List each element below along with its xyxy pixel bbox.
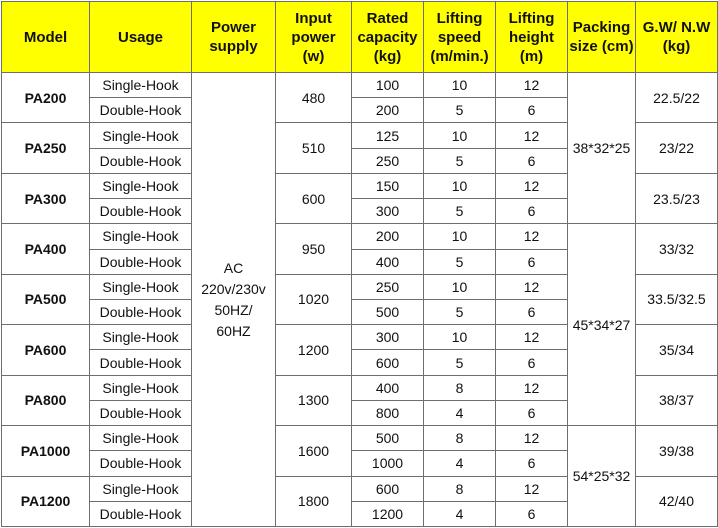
height-cell: 12 (496, 274, 568, 299)
header-power-supply-line: supply (209, 38, 258, 55)
capacity-cell: 500 (352, 426, 424, 451)
capacity-cell: 600 (352, 350, 424, 375)
gw-nw-cell: 23/22 (636, 123, 718, 173)
height-cell: 6 (496, 199, 568, 224)
table-row (2, 224, 718, 249)
gw-nw-cell: 35/34 (636, 325, 718, 375)
height-cell: 6 (496, 299, 568, 324)
height-cell: 6 (496, 350, 568, 375)
header-rated-capacity (352, 2, 424, 73)
header-gw-nw-line: G.W/ N.W (642, 19, 711, 36)
table-row (2, 73, 718, 98)
usage-cell: Double-Hook (90, 299, 192, 324)
header-lifting-speed (424, 2, 496, 73)
capacity-cell: 250 (352, 274, 424, 299)
header-gw-nw-line: (kg) (662, 38, 691, 55)
speed-cell: 8 (424, 476, 496, 501)
speed-cell: 4 (424, 451, 496, 476)
header-input-power-line: (w) (302, 47, 325, 65)
power-supply-line: 60HZ (216, 322, 251, 339)
capacity-cell: 250 (352, 148, 424, 173)
input-power-cell: 600 (276, 173, 352, 223)
header-rated-capacity-line: (kg) (373, 47, 402, 65)
input-power-cell: 950 (276, 224, 352, 274)
speed-cell: 5 (424, 148, 496, 173)
usage-cell: Single-Hook (90, 123, 192, 148)
header-usage-label: Usage (117, 28, 164, 46)
packing-size-cell: 54*25*32 (568, 426, 636, 527)
usage-cell: Single-Hook (90, 325, 192, 350)
power-supply-line: 50HZ/ (214, 301, 253, 318)
header-lifting-speed-line: (m/min.) (430, 47, 489, 65)
header-input-power (276, 2, 352, 73)
usage-cell: Single-Hook (90, 73, 192, 98)
header-model (2, 2, 90, 73)
height-cell: 6 (496, 249, 568, 274)
height-cell: 12 (496, 325, 568, 350)
capacity-cell: 300 (352, 199, 424, 224)
power-supply-line: 220v/230v (201, 280, 266, 297)
usage-cell: Single-Hook (90, 426, 192, 451)
usage-cell: Single-Hook (90, 375, 192, 400)
packing-size-cell: 45*34*27 (568, 224, 636, 426)
speed-cell: 4 (424, 400, 496, 425)
speed-cell: 10 (424, 325, 496, 350)
capacity-cell: 400 (352, 249, 424, 274)
usage-cell: Single-Hook (90, 224, 192, 249)
usage-cell: Single-Hook (90, 173, 192, 198)
header-input-power-line: power (291, 28, 336, 46)
capacity-cell: 300 (352, 325, 424, 350)
gw-nw-cell: 23.5/23 (636, 173, 718, 223)
height-cell: 12 (496, 426, 568, 451)
capacity-cell: 400 (352, 375, 424, 400)
input-power-cell: 1200 (276, 325, 352, 375)
speed-cell: 5 (424, 98, 496, 123)
usage-cell: Single-Hook (90, 274, 192, 299)
usage-cell: Double-Hook (90, 249, 192, 274)
header-model-label: Model (23, 28, 68, 46)
gw-nw-cell: 33/32 (636, 224, 718, 274)
header-rated-capacity-line: Rated (366, 9, 409, 27)
height-cell: 6 (496, 148, 568, 173)
capacity-cell: 100 (352, 73, 424, 98)
header-rated-capacity-line: capacity (357, 28, 418, 46)
capacity-cell: 125 (352, 123, 424, 148)
speed-cell: 5 (424, 299, 496, 324)
capacity-cell: 800 (352, 400, 424, 425)
height-cell: 12 (496, 173, 568, 198)
input-power-cell: 510 (276, 123, 352, 173)
header-packing-size (568, 2, 636, 73)
header-lifting-height-line: height (509, 28, 554, 46)
speed-cell: 10 (424, 73, 496, 98)
height-cell: 12 (496, 476, 568, 501)
model-cell: PA1000 (2, 426, 90, 476)
model-cell: PA300 (2, 173, 90, 223)
table-row (2, 426, 718, 451)
speed-cell: 5 (424, 350, 496, 375)
input-power-cell: 480 (276, 73, 352, 123)
speed-cell: 5 (424, 199, 496, 224)
packing-size-cell: 38*32*25 (568, 73, 636, 224)
height-cell: 6 (496, 98, 568, 123)
header-usage (90, 2, 192, 73)
speed-cell: 4 (424, 501, 496, 526)
capacity-cell: 200 (352, 98, 424, 123)
power-supply-cell (192, 73, 276, 527)
gw-nw-cell: 33.5/32.5 (636, 274, 718, 324)
input-power-cell: 1300 (276, 375, 352, 425)
header-row (2, 2, 718, 73)
height-cell: 6 (496, 400, 568, 425)
capacity-cell: 1000 (352, 451, 424, 476)
capacity-cell: 150 (352, 173, 424, 198)
usage-cell: Double-Hook (90, 501, 192, 526)
header-lifting-speed-line: speed (437, 28, 482, 46)
model-cell: PA400 (2, 224, 90, 274)
usage-cell: Double-Hook (90, 350, 192, 375)
input-power-cell: 1800 (276, 476, 352, 527)
header-lifting-height-line: (m) (519, 47, 544, 65)
gw-nw-cell: 22.5/22 (636, 73, 718, 123)
model-cell: PA200 (2, 73, 90, 123)
header-lifting-speed-line: Lifting (436, 9, 483, 27)
header-packing-size-line: Packing (572, 19, 631, 36)
height-cell: 6 (496, 451, 568, 476)
height-cell: 6 (496, 501, 568, 526)
gw-nw-cell: 38/37 (636, 375, 718, 425)
speed-cell: 10 (424, 274, 496, 299)
capacity-cell: 1200 (352, 501, 424, 526)
capacity-cell: 600 (352, 476, 424, 501)
input-power-cell: 1600 (276, 426, 352, 476)
header-input-power-line: Input (295, 9, 332, 27)
header-packing-size-line: size (cm) (569, 38, 634, 55)
speed-cell: 8 (424, 426, 496, 451)
usage-cell: Double-Hook (90, 199, 192, 224)
model-cell: PA1200 (2, 476, 90, 527)
usage-cell: Single-Hook (90, 476, 192, 501)
input-power-cell: 1020 (276, 274, 352, 324)
height-cell: 12 (496, 73, 568, 98)
usage-cell: Double-Hook (90, 451, 192, 476)
capacity-cell: 200 (352, 224, 424, 249)
height-cell: 12 (496, 123, 568, 148)
gw-nw-cell: 42/40 (636, 476, 718, 527)
height-cell: 12 (496, 375, 568, 400)
header-power-supply-line: Power (210, 19, 256, 36)
height-cell: 12 (496, 224, 568, 249)
header-lifting-height-line: Lifting (508, 9, 555, 27)
speed-cell: 5 (424, 249, 496, 274)
usage-cell: Double-Hook (90, 148, 192, 173)
model-cell: PA250 (2, 123, 90, 173)
model-cell: PA500 (2, 274, 90, 324)
hoist-spec-table (1, 1, 718, 527)
usage-cell: Double-Hook (90, 400, 192, 425)
header-lifting-height (496, 2, 568, 73)
model-cell: PA800 (2, 375, 90, 425)
capacity-cell: 500 (352, 299, 424, 324)
header-gw-nw (636, 2, 718, 73)
speed-cell: 10 (424, 224, 496, 249)
speed-cell: 8 (424, 375, 496, 400)
speed-cell: 10 (424, 173, 496, 198)
header-power-supply (192, 2, 276, 73)
usage-cell: Double-Hook (90, 98, 192, 123)
speed-cell: 10 (424, 123, 496, 148)
gw-nw-cell: 39/38 (636, 426, 718, 476)
model-cell: PA600 (2, 325, 90, 375)
power-supply-line: AC (223, 259, 244, 276)
